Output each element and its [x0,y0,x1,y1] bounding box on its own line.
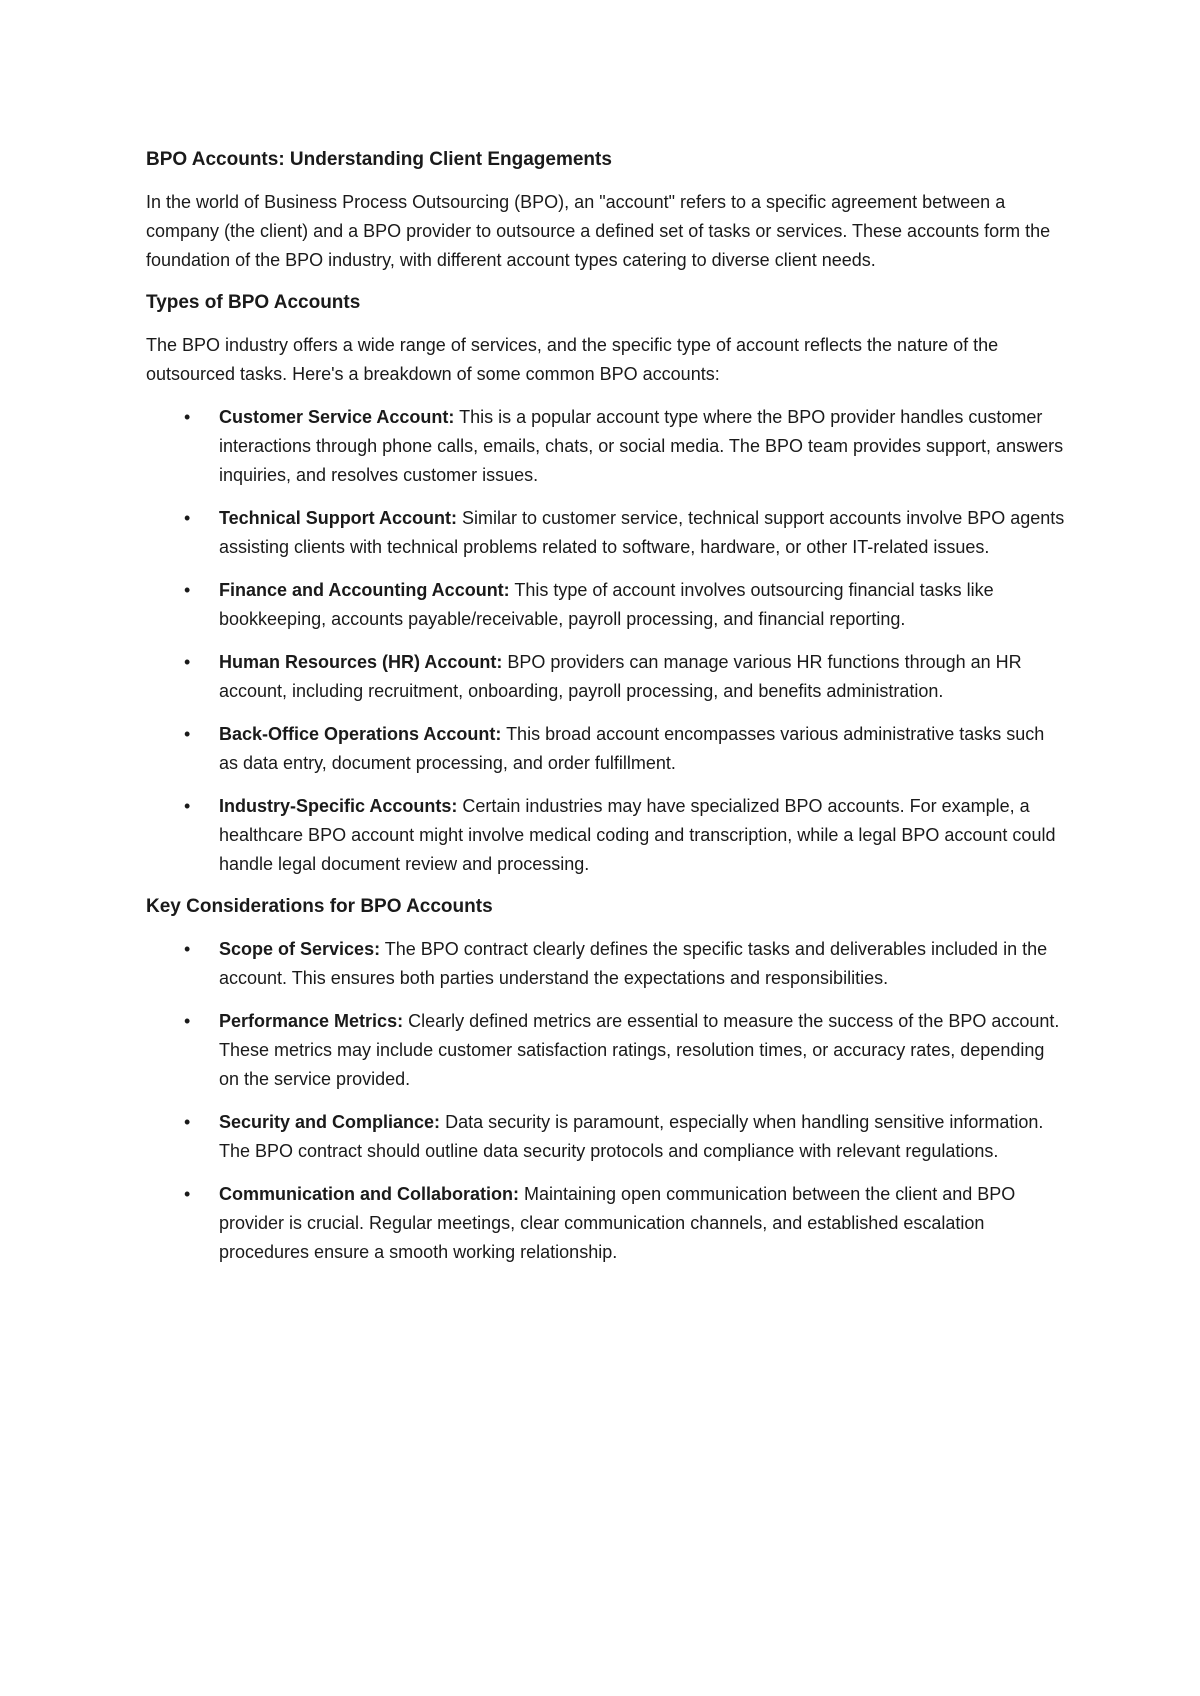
list-item [146,792,1066,879]
list-item [146,576,1066,634]
bullet-icon: • [184,1011,191,1031]
document-title: BPO Accounts: Understanding Client Engagements [146,149,612,170]
intro-paragraph: In the world of Business Process Outsourcing (BPO), an "account" refers to a specific agreement between a company (the client) and a BPO provider to outsource a defined set of tasks or services. These accounts form the foundation of the BPO industry, with different account types catering to diverse client needs. [146,192,1051,270]
list-item [146,504,1066,562]
item-term: Performance Metrics: [219,1011,404,1031]
item-text: This is a popular account type where the BPO provider handles customer interactions through phone calls, emails, chats, or social media. The BPO team provides support, answers inquiries, and resolves customer issues. [219,407,1064,485]
item-term: Scope of Services: [219,939,381,959]
item-term: Finance and Accounting Account: [219,580,510,600]
list-item [146,1007,1066,1094]
bullet-icon: • [184,796,191,816]
item-text: This broad account encompasses various administrative tasks such as data entry, document processing, and order fulfillment. [219,724,1045,773]
item-text: This type of account involves outsourcing financial tasks like bookkeeping, accounts payable/receivable, payroll processing, and financial reporting. [219,580,994,629]
bullet-icon: • [184,407,191,427]
bullet-icon: • [184,939,191,959]
considerations-section-heading: Key Considerations for BPO Accounts [146,896,493,917]
item-text: Data security is paramount, especially when handling sensitive information. The BPO contract should outline data security protocols and compliance with relevant regulations. [219,1112,1044,1161]
item-text: BPO providers can manage various HR functions through an HR account, including recruitment, onboarding, payroll processing, and benefits administration. [219,652,1022,701]
item-text: Clearly defined metrics are essential to measure the success of the BPO account. These metrics may include customer satisfaction ratings, resolution times, or accuracy rates, depending on the service provided. [219,1011,1060,1089]
item-term: Customer Service Account: [219,407,455,427]
item-text: The BPO contract clearly defines the specific tasks and deliverables included in the account. This ensures both parties understand the expectations and responsibilities. [219,939,1048,988]
types-section-heading: Types of BPO Accounts [146,292,361,313]
item-term: Security and Compliance: [219,1112,441,1132]
item-term: Industry-Specific Accounts: [219,796,458,816]
item-text: Maintaining open communication between the client and BPO provider is crucial. Regular meetings, clear communication channels, and established escalation procedures ensure a smooth working relationship. [219,1184,1016,1262]
item-term: Communication and Collaboration: [219,1184,519,1204]
bullet-icon: • [184,652,191,672]
bullet-icon: • [184,1112,191,1132]
bullet-icon: • [184,724,191,744]
item-text: Similar to customer service, technical support accounts involve BPO agents assisting clients with technical problems related to software, hardware, or other IT-related issues. [219,508,1065,557]
types-list [146,403,1066,879]
list-item [146,935,1066,993]
document-page [146,146,1066,1281]
list-item [146,720,1066,778]
bullet-icon: • [184,1184,191,1204]
types-intro-paragraph: The BPO industry offers a wide range of services, and the specific type of account reflects the nature of the outsourced tasks. Here's a breakdown of some common BPO accounts: [146,335,999,384]
bullet-icon: • [184,508,191,528]
considerations-list [146,935,1066,1267]
list-item [146,403,1066,490]
item-term: Technical Support Account: [219,508,458,528]
item-term: Human Resources (HR) Account: [219,652,503,672]
bullet-icon: • [184,580,191,600]
list-item [146,1108,1066,1166]
item-term: Back-Office Operations Account: [219,724,502,744]
list-item [146,648,1066,706]
item-text: Certain industries may have specialized BPO accounts. For example, a healthcare BPO account might involve medical coding and transcription, while a legal BPO account could handle legal document review and processing. [219,796,1056,874]
list-item [146,1180,1066,1267]
